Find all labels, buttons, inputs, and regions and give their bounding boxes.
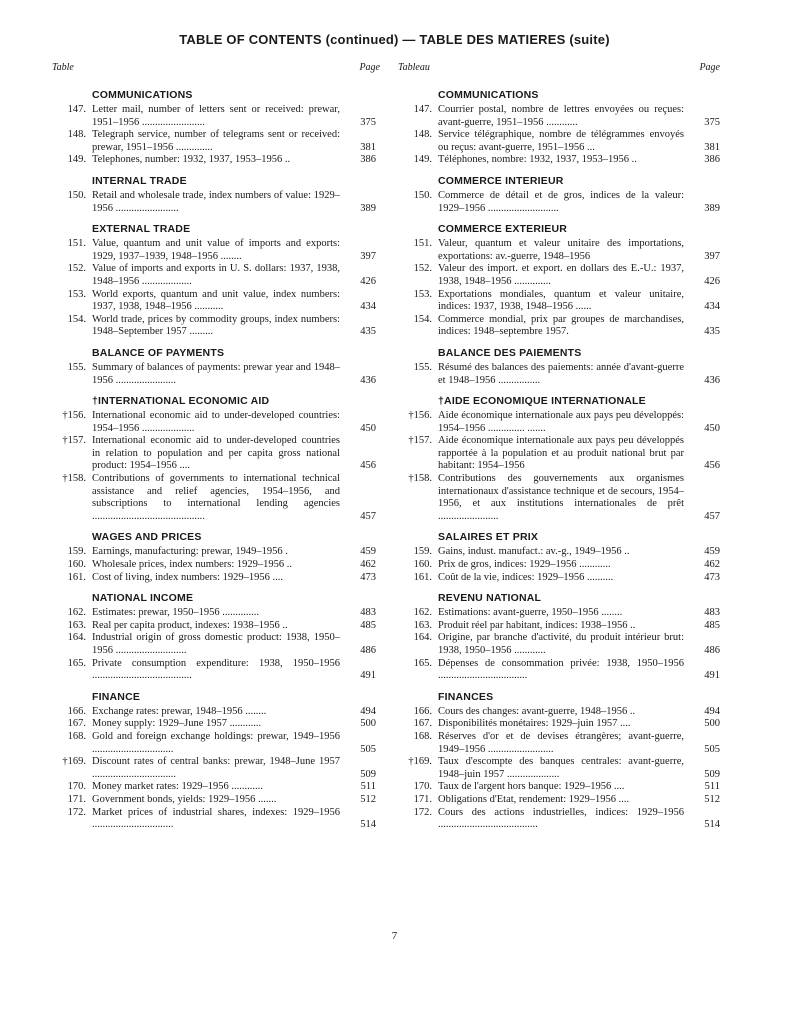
entry-title: Produit réel par habitant, indices: 1938–1956 ..	[438, 619, 636, 631]
entry-title: Gains, indust. manufact.: av.-g., 1949–1956 ..	[438, 546, 630, 558]
toc-section	[398, 591, 720, 683]
page-reference: 457	[360, 510, 376, 522]
page-reference: 450	[360, 422, 376, 434]
entry-title: Commerce de détail et de gros, indices de la valeur: 1929–1956 ...........................	[438, 189, 684, 214]
page-reference: 486	[360, 645, 376, 656]
entry-title: Money supply: 1929–June 1957 ............	[92, 718, 262, 730]
toc-entry	[52, 314, 376, 339]
table-number: 172.	[413, 806, 432, 818]
entry-title: Government bonds, yields: 1929–1956 .......	[92, 793, 277, 805]
page-reference: 483	[704, 607, 720, 619]
toc-entry	[52, 807, 376, 832]
page-reference: 389	[360, 202, 376, 214]
page-reference: 397	[360, 250, 376, 262]
entry-title: International economic aid to under-developed countries: 1954–1956 ....................	[92, 410, 340, 434]
toc-entry	[52, 263, 376, 288]
toc-entry	[52, 794, 376, 807]
table-number: 150.	[413, 189, 432, 201]
entry-title: Value of imports and exports in U. S. dollars: 1937, 1938, 1948–1956 ...................	[92, 263, 340, 287]
table-number: 167.	[413, 718, 432, 730]
page-reference: 512	[704, 793, 720, 805]
toc-entry	[398, 572, 720, 585]
table-number: †157.	[408, 435, 432, 447]
section-heading: INTERNAL TRADE	[92, 174, 187, 187]
toc-entry	[52, 731, 376, 756]
toc-section	[52, 394, 376, 523]
table-number: 170.	[67, 781, 86, 793]
table-number: 166.	[67, 705, 86, 717]
toc-entry	[52, 658, 376, 683]
entry-title: Cours des actions industrielles, indices: 1929–1956 ......................................	[438, 806, 684, 831]
toc-entry	[52, 632, 376, 657]
toc-entry	[398, 190, 720, 215]
toc-section	[52, 690, 376, 832]
page-reference: 450	[704, 422, 720, 434]
section-heading: BALANCE DES PAIEMENTS	[438, 346, 582, 359]
table-number: †169.	[62, 756, 86, 768]
toc-entry	[52, 781, 376, 794]
entry-title: Obligations d'Etat, rendement: 1929–1956 ....	[438, 793, 630, 805]
entry-title: Service télégraphique, nombre de télégrammes envoyés ou reçus: avant-guerre, 1951–1956 ...	[438, 129, 684, 153]
toc-entry	[398, 607, 720, 620]
column-header	[52, 62, 380, 76]
toc-entry	[398, 807, 720, 832]
toc-section	[398, 346, 720, 387]
toc-entry	[398, 129, 720, 154]
table-number: 161.	[67, 571, 86, 583]
entry-title: Estimations: avant-guerre, 1950–1956 ........	[438, 607, 623, 619]
toc-entry	[398, 238, 720, 263]
page-reference: 386	[704, 154, 720, 166]
toc-entry	[52, 706, 376, 719]
page-reference: 505	[704, 743, 720, 755]
toc-entry	[398, 756, 720, 781]
toc-entry	[52, 129, 376, 154]
toc-entry	[52, 559, 376, 572]
column-label-page: Page	[359, 62, 380, 73]
toc-entry	[398, 410, 720, 435]
toc-entry	[52, 154, 376, 167]
toc-section	[52, 174, 376, 215]
entry-title: Contributions of governments to international technical assistance and relief agencies, 1954–1956, and subscriptions to international lending agencies ...........................................	[92, 473, 340, 522]
section-heading: WAGES AND PRICES	[92, 531, 202, 544]
toc-entry	[52, 756, 376, 781]
entry-title: Valeur, quantum et valeur unitaire des importations, exportations: av.-guerre, 1948–1956	[438, 238, 684, 262]
entry-title: Aide économique internationale aux pays peu développés: 1954–1956 .............. .......	[438, 410, 684, 434]
toc-entry	[398, 559, 720, 572]
table-number: 150.	[67, 189, 86, 201]
section-heading: †INTERNATIONAL ECONOMIC AID	[92, 395, 270, 408]
entry-title: Coût de la vie, indices: 1929–1956 ..........	[438, 571, 614, 583]
column-label-table: Table	[52, 62, 74, 73]
entry-title: Private consumption expenditure: 1938, 1950–1956 ......................................	[92, 657, 340, 682]
toc-entry	[52, 546, 376, 559]
table-number: †156.	[62, 410, 86, 422]
entry-title: Disponibilités monétaires: 1929–juin 1957 ....	[438, 718, 631, 730]
entry-title: World exports, quantum and unit value, index numbers: 1937, 1938, 1948–1956 ...........	[92, 288, 340, 313]
entry-title: Aide économique internationale aux pays peu développés rapportée à la population et au produit national brut par habitant: 1954–1956	[438, 435, 684, 472]
section-heading: COMMERCE INTERIEUR	[438, 174, 564, 187]
table-number: 160.	[413, 559, 432, 571]
entry-title: Valeur des import. et export. en dollars des E.-U.: 1937, 1938, 1948–1956 ..............	[438, 263, 684, 287]
entry-title: Résumé des balances des paiements: année d'avant-guerre et 1948–1956 ................	[438, 361, 684, 386]
entry-title: Dépenses de consommation privée: 1938, 1950–1956 ..................................	[438, 657, 684, 682]
entry-title: Exchange rates: prewar, 1948–1956 ........	[92, 705, 267, 717]
toc-section	[398, 690, 720, 832]
toc-entry	[398, 289, 720, 314]
toc-entry	[52, 435, 376, 473]
table-number: 155.	[413, 361, 432, 373]
section-heading: COMMERCE EXTERIEUR	[438, 223, 568, 236]
toc-section	[398, 222, 720, 339]
entry-title: Earnings, manufacturing: prewar, 1949–1956 .	[92, 546, 288, 558]
toc-entry	[398, 104, 720, 129]
page-reference: 486	[704, 645, 720, 656]
table-number: 154.	[67, 313, 86, 325]
page-reference: 473	[704, 571, 720, 583]
entry-title: Estimates: prewar, 1950–1956 ..............	[92, 607, 259, 619]
section-heading: COMMUNICATIONS	[438, 89, 539, 101]
entry-title: Prix de gros, indices: 1929–1956 ............	[438, 559, 611, 571]
page-reference: 500	[704, 718, 720, 730]
entry-title: Industrial origin of gross domestic product: 1938, 1950–1956 ...........................	[92, 632, 340, 656]
page-reference: 436	[360, 374, 376, 386]
table-number: †158.	[62, 473, 86, 485]
toc-section	[398, 530, 720, 584]
entry-title: Telegraph service, number of telegrams sent or received: prewar, 1951–1956 ..............	[92, 129, 340, 153]
column-label-tableau: Tableau	[398, 62, 430, 73]
table-number: 163.	[413, 619, 432, 631]
toc-entry	[52, 410, 376, 435]
section-heading: COMMUNICATIONS	[92, 89, 193, 101]
toc-entry	[52, 718, 376, 731]
toc-section	[52, 88, 376, 167]
toc-entry	[52, 620, 376, 633]
toc-entry	[398, 154, 720, 167]
page-reference: 456	[360, 460, 376, 472]
page-reference: 381	[704, 141, 720, 153]
page-reference: 512	[360, 793, 376, 805]
toc-entry	[398, 794, 720, 807]
page-reference: 514	[704, 819, 720, 831]
table-number: 153.	[413, 288, 432, 300]
table-number: 148.	[67, 129, 86, 141]
left-sections	[52, 88, 376, 832]
table-number: 147.	[67, 104, 86, 115]
table-number: 168.	[67, 730, 86, 742]
table-number: 148.	[413, 129, 432, 141]
toc-section	[398, 394, 720, 523]
section-heading: BALANCE OF PAYMENTS	[92, 346, 225, 359]
entry-title: World trade, prices by commodity groups, index numbers: 1948–September 1957 .........	[92, 313, 340, 338]
entry-title: Gold and foreign exchange holdings: prewar, 1949–1956 ...............................	[92, 730, 340, 755]
section-heading: NATIONAL INCOME	[92, 592, 194, 605]
page-reference: 494	[360, 705, 376, 717]
table-number: 152.	[413, 263, 432, 275]
section-heading: SALAIRES ET PRIX	[438, 531, 539, 544]
entry-title: Exportations mondiales, quantum et valeur unitaire, indices: 1937, 1938, 1948–1956 ......	[438, 288, 684, 313]
section-heading: REVENU NATIONAL	[438, 592, 542, 605]
entry-title: Real per capita product, indexes: 1938–1956 ..	[92, 619, 288, 631]
page-reference: 456	[704, 460, 720, 472]
table-number: 149.	[413, 154, 432, 166]
table-number: 167.	[67, 718, 86, 730]
table-number: 153.	[67, 288, 86, 300]
table-number: 165.	[413, 657, 432, 669]
right-column-french	[398, 62, 720, 839]
page-reference: 462	[704, 559, 720, 571]
entry-title: Téléphones, nombre: 1932, 1937, 1953–1956 ..	[438, 154, 637, 166]
page-reference: 459	[704, 546, 720, 558]
table-number: 147.	[413, 104, 432, 115]
table-number: †169.	[408, 756, 432, 768]
toc-entry	[52, 362, 376, 387]
entry-title: Taux d'escompte des banques centrales: avant-guerre, 1948–juin 1957 ....................	[438, 756, 684, 780]
page-reference: 473	[360, 571, 376, 583]
page-reference: 397	[704, 250, 720, 262]
entry-title: Réserves d'or et de devises étrangères; avant-guerre, 1949–1956 .........................	[438, 730, 684, 755]
right-sections	[398, 88, 720, 832]
toc-section	[398, 88, 720, 167]
page-reference: 462	[360, 559, 376, 571]
table-number: 154.	[413, 313, 432, 325]
table-number: †158.	[408, 473, 432, 485]
toc-entry	[398, 473, 720, 523]
page-reference: 459	[360, 546, 376, 558]
table-number: 159.	[67, 546, 86, 558]
table-number: 151.	[413, 238, 432, 250]
table-number: 162.	[413, 607, 432, 619]
page-reference: 500	[360, 718, 376, 730]
toc-entry	[398, 314, 720, 339]
entry-title: Summary of balances of payments: prewar year and 1948–1956 .......................	[92, 361, 340, 386]
table-number: 160.	[67, 559, 86, 571]
page-reference: 494	[704, 705, 720, 717]
page-reference: 381	[360, 141, 376, 153]
page-reference: 483	[360, 607, 376, 619]
toc-entry	[398, 658, 720, 683]
entry-title: Money market rates: 1929–1956 ............	[92, 781, 263, 793]
entry-title: Taux de l'argent hors banque: 1929–1956 ....	[438, 781, 625, 793]
table-number: 170.	[413, 781, 432, 793]
table-number: 165.	[67, 657, 86, 669]
toc-section	[52, 530, 376, 584]
page-reference: 389	[704, 202, 720, 214]
page-reference: 386	[360, 154, 376, 166]
table-number: 149.	[67, 154, 86, 166]
toc-entry	[398, 706, 720, 719]
toc-entry	[398, 435, 720, 473]
table-number: 171.	[67, 793, 86, 805]
table-number: 172.	[67, 806, 86, 818]
table-number: 171.	[413, 793, 432, 805]
page-reference: 457	[704, 510, 720, 522]
page-reference: 434	[360, 301, 376, 313]
page-reference: 509	[360, 768, 376, 780]
table-number: †157.	[62, 435, 86, 447]
page-reference: 491	[704, 670, 720, 682]
entry-title: Courrier postal, nombre de lettres envoyées ou reçues: avant-guerre, 1951–1956 ............	[438, 104, 684, 128]
toc-entry	[52, 289, 376, 314]
table-number: 159.	[413, 546, 432, 558]
toc-entry	[398, 263, 720, 288]
section-heading: EXTERNAL TRADE	[92, 223, 191, 236]
entry-title: Discount rates of central banks: prewar, 1948–June 1957 ................................	[92, 756, 340, 780]
page-reference: 485	[704, 619, 720, 631]
toc-entry	[52, 190, 376, 215]
entry-title: International economic aid to under-developed countries in relation to population and per capita gross national product: 1954–1956 ....	[92, 435, 340, 472]
table-number: 164.	[413, 632, 432, 644]
table-number: 168.	[413, 730, 432, 742]
column-label-page: Page	[699, 62, 720, 73]
toc-section	[52, 346, 376, 387]
table-number: 162.	[67, 607, 86, 619]
toc-entry	[52, 238, 376, 263]
table-number: 151.	[67, 238, 86, 250]
entry-title: Commerce mondial, prix par groupes de marchandises, indices: 1948–septembre 1957.	[438, 313, 684, 338]
toc-section	[52, 591, 376, 683]
entry-title: Letter mail, number of letters sent or received: prewar, 1951–1956 ........................	[92, 104, 340, 128]
toc-entry	[398, 781, 720, 794]
page-reference: 509	[704, 768, 720, 780]
page-title: TABLE OF CONTENTS (continued) — TABLE DES MATIERES (suite)	[179, 32, 610, 47]
page-reference: 435	[704, 326, 720, 338]
entry-title: Contributions des gouvernements aux organismes internationaux d'assistance technique et de secours, 1954–1956, et aux institutions internationales de prêt .......................	[438, 473, 684, 522]
toc-entry	[398, 620, 720, 633]
toc-section	[52, 222, 376, 339]
page-reference: 375	[360, 116, 376, 128]
entry-title: Market prices of industrial shares, indexes: 1929–1956 ...............................	[92, 806, 340, 831]
entry-title: Value, quantum and unit value of imports and exports: 1929, 1937–1939, 1948–1956 ........	[92, 238, 340, 262]
table-number: †156.	[408, 410, 432, 422]
page-reference: 514	[360, 819, 376, 831]
table-number: 152.	[67, 263, 86, 275]
section-heading: FINANCE	[92, 690, 141, 703]
table-number: 166.	[413, 705, 432, 717]
page-reference: 511	[704, 781, 720, 793]
page-reference: 435	[360, 326, 376, 338]
toc-section	[398, 174, 720, 215]
entry-title: Retail and wholesale trade, index numbers of value: 1929–1956 ........................	[92, 189, 340, 214]
entry-title: Cours des changes: avant-guerre, 1948–1956 ..	[438, 705, 636, 717]
section-heading: FINANCES	[438, 690, 494, 703]
table-number: 155.	[67, 361, 86, 373]
left-column-english	[52, 62, 380, 839]
table-number: 164.	[67, 632, 86, 644]
toc-entry	[52, 572, 376, 585]
toc-entry	[52, 104, 376, 129]
column-header	[398, 62, 720, 76]
toc-entry	[398, 632, 720, 657]
page-reference: 505	[360, 743, 376, 755]
toc-entry	[398, 546, 720, 559]
page-reference: 491	[360, 670, 376, 682]
table-number: 163.	[67, 619, 86, 631]
toc-entry	[398, 362, 720, 387]
page-reference: 511	[360, 781, 376, 793]
page-reference: 426	[704, 275, 720, 287]
entry-title: Wholesale prices, index numbers: 1929–1956 ..	[92, 559, 293, 571]
page-reference: 426	[360, 275, 376, 287]
toc-entry	[398, 718, 720, 731]
table-number: 161.	[413, 571, 432, 583]
toc-entry	[52, 473, 376, 523]
entry-title: Cost of living, index numbers: 1929–1956 ....	[92, 571, 284, 583]
page-number: 7	[391, 930, 398, 942]
section-heading: †AIDE ECONOMIQUE INTERNATIONALE	[438, 395, 646, 408]
page-reference: 436	[704, 374, 720, 386]
page-reference: 485	[360, 619, 376, 631]
toc-entry	[398, 731, 720, 756]
page-reference: 434	[704, 301, 720, 313]
toc-entry	[52, 607, 376, 620]
entry-title: Telephones, number: 1932, 1937, 1953–1956 ..	[92, 154, 291, 166]
page-reference: 375	[704, 116, 720, 128]
entry-title: Origine, par branche d'activité, du produit intérieur brut: 1938, 1950–1956 ............	[438, 632, 684, 656]
